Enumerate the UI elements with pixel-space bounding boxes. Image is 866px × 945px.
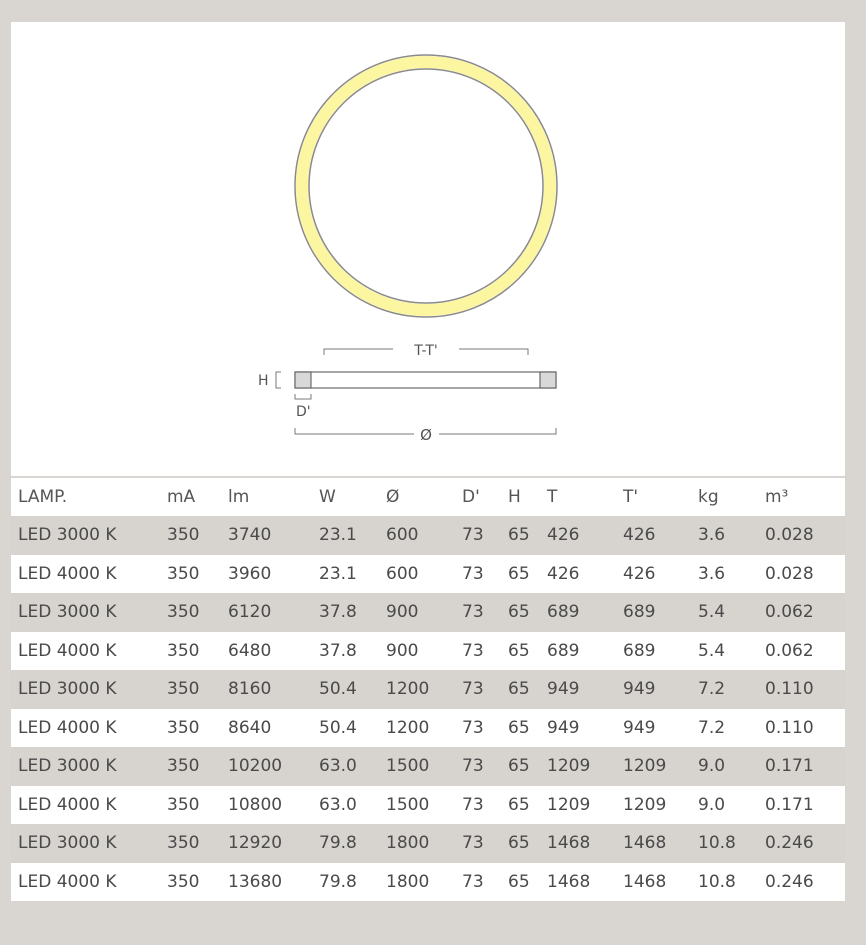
table-cell: 65 [508, 833, 530, 854]
table-row [11, 786, 845, 825]
table-cell: 6120 [228, 602, 272, 623]
table-cell: 350 [167, 756, 200, 777]
table-cell: 949 [623, 679, 656, 700]
table-cell: 426 [623, 563, 656, 584]
table-cell: 1209 [547, 756, 591, 777]
table-cell: LED 4000 K [18, 794, 117, 815]
table-cell: 79.8 [319, 871, 357, 892]
table-cell: LED 3000 K [18, 756, 117, 777]
table-cell: 3.6 [698, 563, 726, 584]
table-cell: 50.4 [319, 717, 357, 738]
column-header: mA [167, 487, 196, 507]
table-cell: 73 [462, 640, 484, 661]
label-diameter: Ø [420, 426, 432, 444]
table-cell: 65 [508, 717, 530, 738]
column-header: kg [698, 487, 719, 507]
table-header-row [11, 478, 845, 516]
product-drawing [11, 22, 845, 476]
table-cell: 65 [508, 602, 530, 623]
table-cell: 0.246 [765, 871, 814, 892]
table-cell: 7.2 [698, 717, 726, 738]
table-cell: 689 [623, 640, 656, 661]
column-header: D' [462, 487, 480, 507]
table-cell: 949 [547, 679, 580, 700]
table-cell: 0.110 [765, 717, 814, 738]
table-cell: 949 [547, 717, 580, 738]
table-cell: 73 [462, 525, 484, 546]
table-cell: 79.8 [319, 833, 357, 854]
table-cell: 12920 [228, 833, 283, 854]
table-cell: 65 [508, 640, 530, 661]
ring-luminaire-drawing [11, 22, 845, 476]
table-cell: 600 [386, 525, 419, 546]
table-cell: 1209 [623, 756, 667, 777]
table-row [11, 670, 845, 709]
table-cell: 65 [508, 525, 530, 546]
column-header: W [319, 487, 336, 507]
table-cell: 350 [167, 602, 200, 623]
table-cell: 1500 [386, 756, 430, 777]
ring-top-view [295, 55, 557, 317]
table-cell: 350 [167, 563, 200, 584]
table-cell: 37.8 [319, 602, 357, 623]
table-cell: 73 [462, 602, 484, 623]
column-header: lm [228, 487, 250, 507]
table-cell: 1209 [547, 794, 591, 815]
table-cell: 9.0 [698, 756, 726, 777]
table-cell: 23.1 [319, 525, 357, 546]
label-d: D' [296, 404, 311, 420]
table-cell: 73 [462, 563, 484, 584]
table-cell: 1200 [386, 717, 430, 738]
table-cell: 900 [386, 602, 419, 623]
table-cell: 3960 [228, 563, 272, 584]
table-cell: 5.4 [698, 640, 726, 661]
table-cell: 63.0 [319, 794, 357, 815]
table-cell: 8640 [228, 717, 272, 738]
table-cell: LED 4000 K [18, 640, 117, 661]
table-cell: 689 [547, 640, 580, 661]
table-cell: LED 4000 K [18, 871, 117, 892]
table-cell: 37.8 [319, 640, 357, 661]
table-cell: 350 [167, 871, 200, 892]
table-cell: 689 [623, 602, 656, 623]
table-row [11, 863, 845, 902]
table-row [11, 632, 845, 671]
table-cell: 426 [547, 563, 580, 584]
table-cell: 23.1 [319, 563, 357, 584]
table-cell: 1800 [386, 871, 430, 892]
column-header: T [547, 487, 558, 507]
table-cell: LED 3000 K [18, 602, 117, 623]
table-cell: 0.171 [765, 756, 814, 777]
table-cell: 0.110 [765, 679, 814, 700]
table-row [11, 709, 845, 748]
table-cell: 0.062 [765, 602, 814, 623]
table-cell: 600 [386, 563, 419, 584]
table-cell: 13680 [228, 871, 283, 892]
table-cell: 10200 [228, 756, 283, 777]
table-cell: 73 [462, 756, 484, 777]
table-cell: 949 [623, 717, 656, 738]
table-cell: 3740 [228, 525, 272, 546]
table-cell: 350 [167, 717, 200, 738]
table-cell: 689 [547, 602, 580, 623]
spec-table [11, 478, 845, 901]
table-cell: 350 [167, 794, 200, 815]
table-cell: 0.028 [765, 525, 814, 546]
table-cell: 65 [508, 563, 530, 584]
column-header: Ø [386, 487, 400, 507]
label-tt: T-T' [414, 343, 438, 359]
column-header: LAMP. [18, 487, 68, 507]
table-cell: 1209 [623, 794, 667, 815]
table-cell: 73 [462, 871, 484, 892]
dimension-h [276, 372, 281, 388]
table-cell: 73 [462, 679, 484, 700]
table-cell: 10.8 [698, 871, 736, 892]
table-cell: 65 [508, 871, 530, 892]
table-cell: LED 3000 K [18, 525, 117, 546]
table-cell: 63.0 [319, 756, 357, 777]
label-h: H [258, 373, 269, 389]
table-cell: 0.171 [765, 794, 814, 815]
table-cell: 900 [386, 640, 419, 661]
table-cell: 7.2 [698, 679, 726, 700]
table-cell: 1468 [623, 871, 667, 892]
table-cell: 5.4 [698, 602, 726, 623]
column-header: H [508, 487, 521, 507]
spec-sheet [11, 22, 845, 900]
table-row [11, 516, 845, 555]
table-cell: 3.6 [698, 525, 726, 546]
table-cell: 350 [167, 525, 200, 546]
table-cell: 10800 [228, 794, 283, 815]
table-cell: 10.8 [698, 833, 736, 854]
ring-side-view [295, 372, 556, 388]
table-cell: 1800 [386, 833, 430, 854]
table-cell: 65 [508, 794, 530, 815]
table-cell: 73 [462, 833, 484, 854]
table-cell: LED 4000 K [18, 563, 117, 584]
column-header: m³ [765, 487, 789, 507]
dimension-d [295, 394, 311, 399]
table-cell: 0.028 [765, 563, 814, 584]
table-cell: 50.4 [319, 679, 357, 700]
table-cell: 0.062 [765, 640, 814, 661]
table-cell: 9.0 [698, 794, 726, 815]
table-cell: 65 [508, 756, 530, 777]
table-cell: 426 [623, 525, 656, 546]
table-row [11, 747, 845, 786]
table-cell: 8160 [228, 679, 272, 700]
table-cell: LED 4000 K [18, 717, 117, 738]
table-cell: 350 [167, 640, 200, 661]
table-cell: 65 [508, 679, 530, 700]
table-cell: 6480 [228, 640, 272, 661]
table-cell: 1468 [547, 871, 591, 892]
table-cell: 73 [462, 717, 484, 738]
table-cell: LED 3000 K [18, 833, 117, 854]
table-row [11, 824, 845, 863]
table-cell: 350 [167, 679, 200, 700]
table-cell: 1500 [386, 794, 430, 815]
table-cell: LED 3000 K [18, 679, 117, 700]
table-row [11, 555, 845, 594]
column-header: T' [623, 487, 639, 507]
table-cell: 350 [167, 833, 200, 854]
table-cell: 1468 [623, 833, 667, 854]
table-cell: 1200 [386, 679, 430, 700]
table-cell: 426 [547, 525, 580, 546]
table-cell: 73 [462, 794, 484, 815]
table-row [11, 593, 845, 632]
table-cell: 0.246 [765, 833, 814, 854]
table-cell: 1468 [547, 833, 591, 854]
spec-table-body [11, 516, 845, 901]
